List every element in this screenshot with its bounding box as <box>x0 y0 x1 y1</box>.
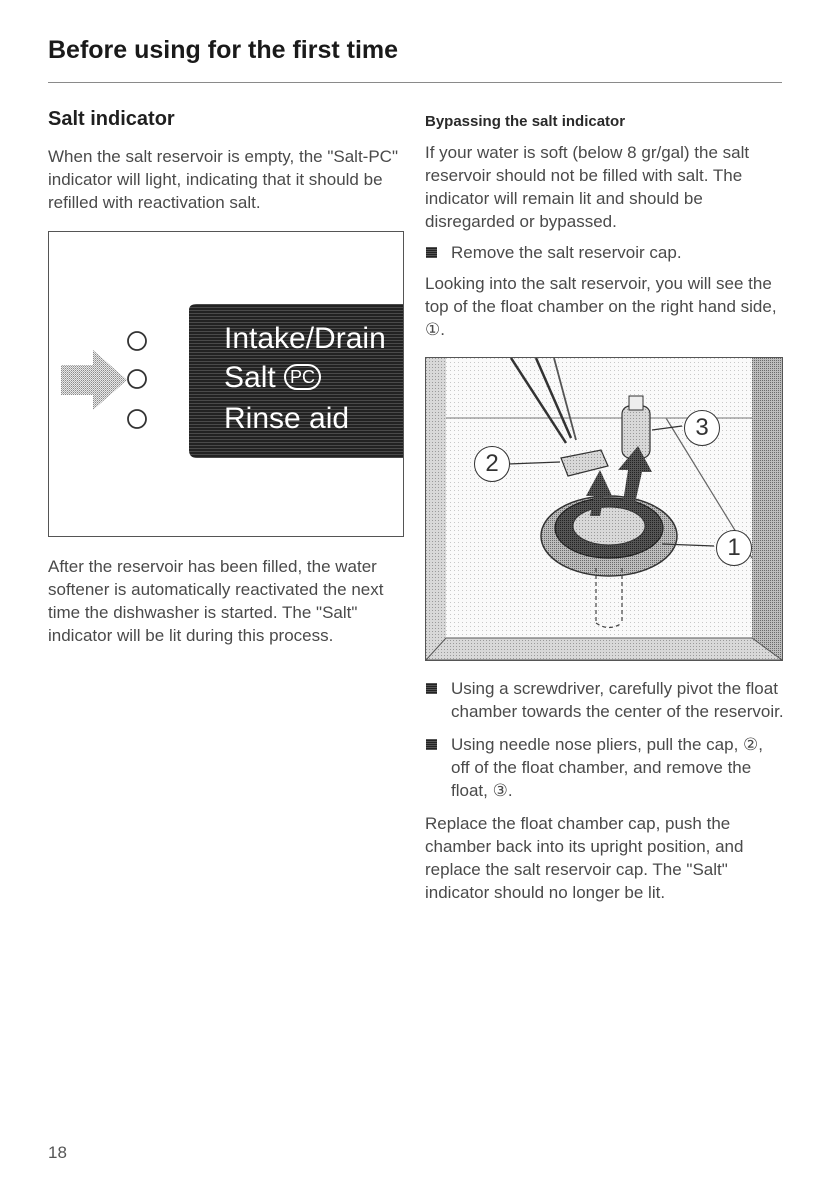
panel-label-salt-text: Salt <box>224 361 276 394</box>
step-remove-cap-text: Remove the salt reservoir cap. <box>451 243 682 262</box>
pc-badge: PC <box>284 364 321 390</box>
salt-indicator-heading: Salt indicator <box>48 108 175 130</box>
float-chamber-illustration <box>426 358 782 660</box>
rinse-aid-light <box>128 410 146 428</box>
salt-light <box>128 370 146 388</box>
bullet-icon <box>426 247 437 258</box>
pointer-arrow <box>61 350 127 410</box>
step-remove-float <box>425 733 785 802</box>
bullet-icon <box>426 739 437 750</box>
bullet-icon <box>426 683 437 694</box>
callout-2-icon: 2 <box>474 446 510 482</box>
left-column <box>48 108 408 647</box>
step-remove-float-text: Using needle nose pliers, pull the cap, ②, off of the float chamber, and remove the float, ③. <box>451 735 763 800</box>
intake-drain-light <box>128 332 146 350</box>
callout-1-icon: 1 <box>716 530 752 566</box>
title-rule <box>48 82 782 83</box>
look-into-reservoir-text: Looking into the salt reservoir, you will see the top of the float chamber on the right hand side, ①. <box>425 274 777 339</box>
panel-label-rinse-aid: Rinse aid <box>224 402 350 435</box>
page-number: 18 <box>48 1143 67 1162</box>
indicator-panel-figure <box>48 231 404 537</box>
page-title: Before using for the first time <box>48 36 399 64</box>
salt-indicator-intro: When the salt reservoir is empty, the "Salt-PC" indicator will light, indicating that it should be refilled with reactivation salt. <box>48 147 398 212</box>
panel-label-intake-drain: Intake/Drain <box>224 322 386 355</box>
bypass-intro: If your water is soft (below 8 gr/gal) the salt reservoir should not be filled with salt. The indicator will remain lit and should be disregarded or bypassed. <box>425 143 750 231</box>
callout-3-icon: 3 <box>684 410 720 446</box>
float-chamber-figure <box>425 357 783 661</box>
bypass-heading: Bypassing the salt indicator <box>425 113 626 130</box>
right-column <box>425 113 785 904</box>
after-refill-text: After the reservoir has been filled, the water softener is automatically reactivated the next time the dishwasher is started. The "Salt" indicator will be lit during this process. <box>48 557 384 645</box>
step-pivot-chamber <box>425 677 785 723</box>
step-remove-cap <box>425 241 785 264</box>
replace-cap-text: Replace the float chamber cap, push the chamber back into its upright position, and replace the salt reservoir cap. The "Salt" indicator should no longer be lit. <box>425 814 744 902</box>
panel-label-salt <box>224 359 321 397</box>
step-pivot-chamber-text: Using a screwdriver, carefully pivot the float chamber towards the center of the reservoir. <box>451 679 784 721</box>
